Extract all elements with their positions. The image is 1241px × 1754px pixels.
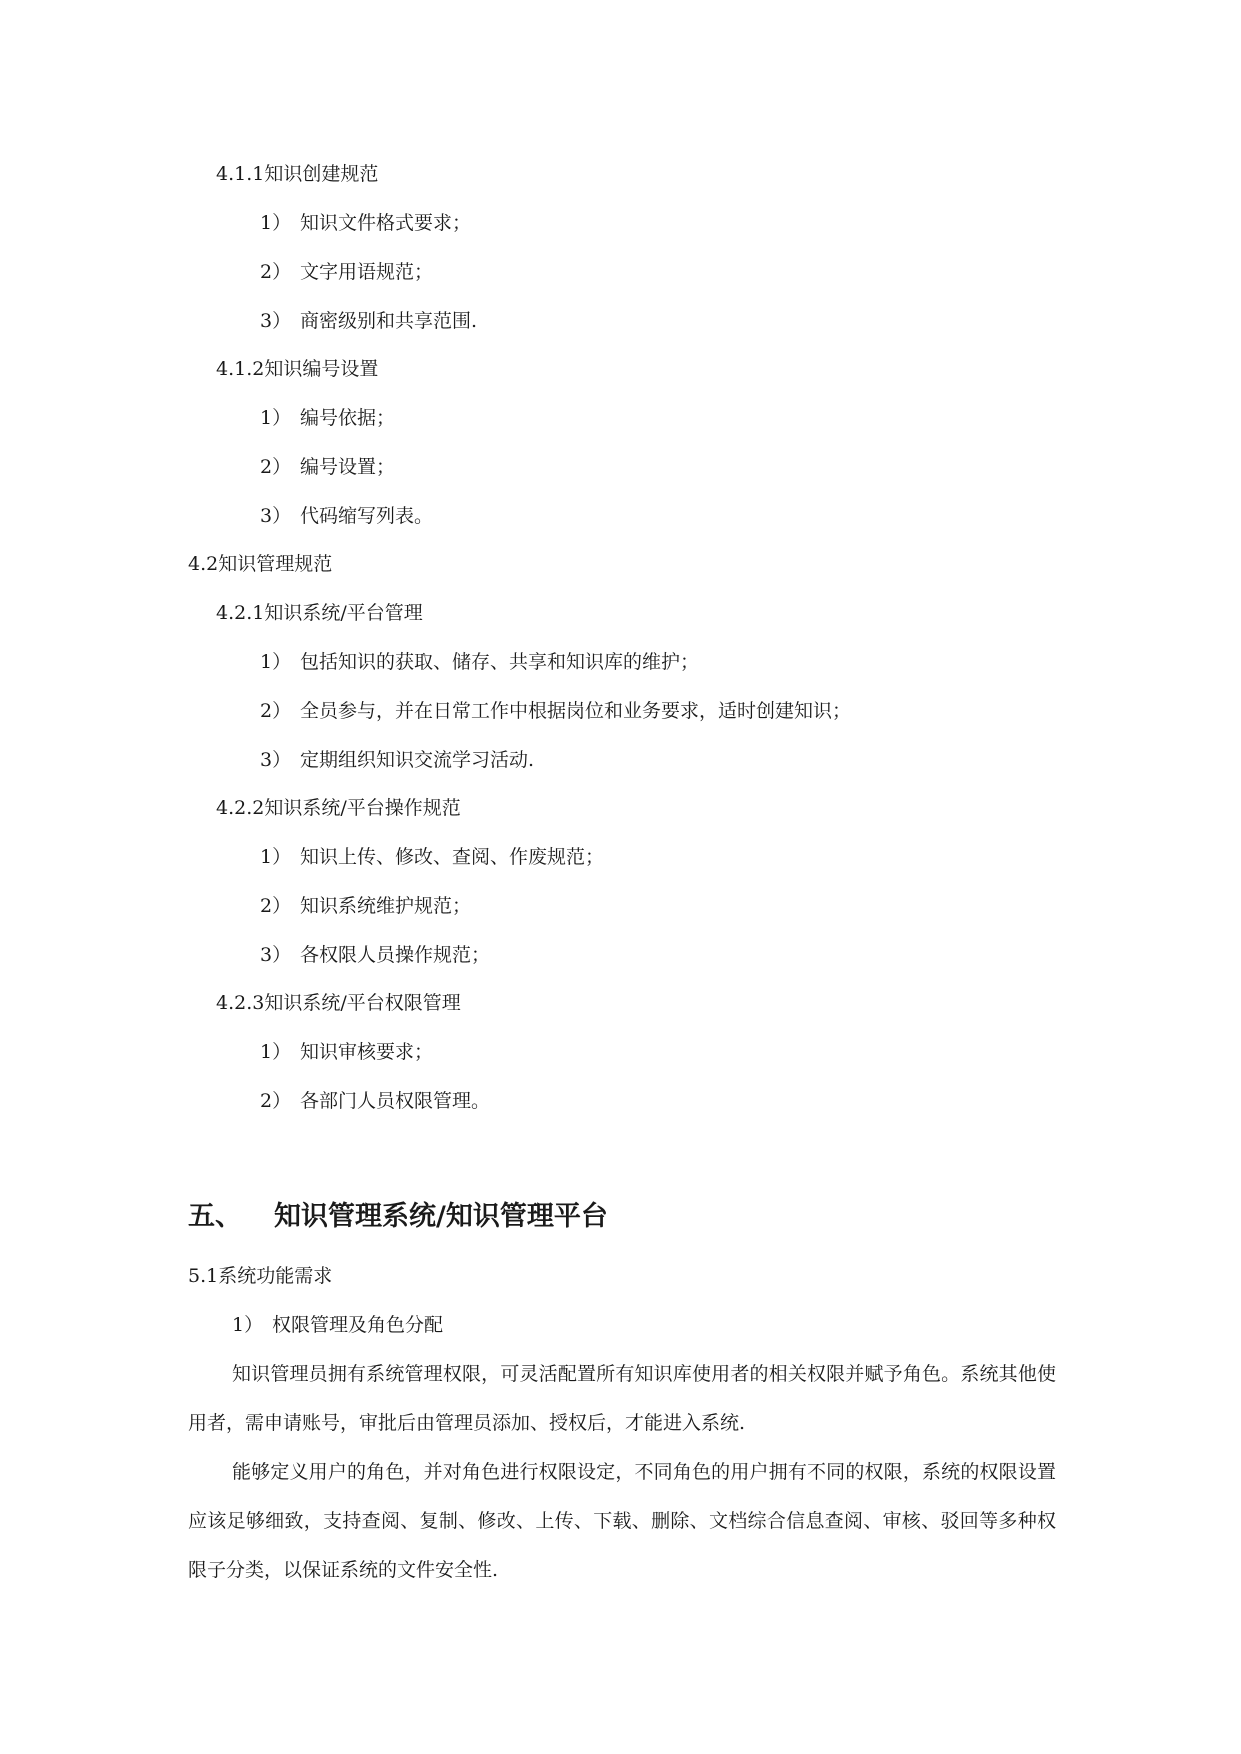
heading-4-2-1: 4.2.1知识系统/平台管理 (216, 602, 423, 624)
list-number: 3） (260, 310, 292, 332)
list-item (260, 504, 433, 528)
body-paragraph: 能够定义用户的角色，并对角色进行权限设定，不同角色的用户拥有不同的权限，系统的权限设置应该足够细致，支持查阅、复制、修改、上传、下载、删除、文档综合信息查阅、审核、驳回等多种权限子分类，以保证系统的文件安全性. (188, 1461, 1056, 1581)
list-number: 2） (260, 895, 292, 917)
list-item (232, 1313, 443, 1337)
list-item (260, 894, 471, 918)
list-text: 全员参与，并在日常工作中根据岗位和业务要求，适时创建知识； (300, 700, 852, 722)
list-text: 文字用语规范； (300, 261, 434, 283)
list-number: 3） (260, 749, 292, 771)
list-text: 权限管理及角色分配 (272, 1314, 444, 1336)
list-item (260, 211, 471, 235)
list-text: 编号依据； (300, 407, 396, 429)
list-text: 编号设置； (300, 456, 396, 478)
heading-5-1: 5.1系统功能需求 (188, 1265, 333, 1287)
list-item (260, 260, 433, 284)
list-text: 知识文件格式要求； (300, 212, 472, 234)
chapter-title: 知识管理系统/知识管理平台 (274, 1201, 608, 1232)
list-number: 2） (260, 1090, 292, 1112)
list-item (260, 455, 395, 479)
list-number: 2） (260, 456, 292, 478)
chapter-heading (188, 1200, 608, 1234)
chapter-number: 五、 (188, 1201, 242, 1232)
list-number: 1） (260, 407, 292, 429)
list-item (260, 1089, 490, 1113)
heading-4-1-1: 4.1.1知识创建规范 (216, 163, 379, 185)
list-text: 知识系统维护规范； (300, 895, 472, 917)
list-item (260, 650, 699, 674)
list-item (260, 699, 851, 723)
list-text: 商密级别和共享范围. (300, 310, 478, 332)
list-number: 2） (260, 261, 292, 283)
list-item (260, 309, 477, 333)
heading-4-2-3: 4.2.3知识系统/平台权限管理 (216, 992, 461, 1014)
heading-4-2-2: 4.2.2知识系统/平台操作规范 (216, 797, 461, 819)
list-item (260, 1040, 433, 1064)
list-number: 2） (260, 700, 292, 722)
list-text: 包括知识的获取、储存、共享和知识库的维护； (300, 651, 700, 673)
list-number: 1） (260, 651, 292, 673)
list-text: 知识审核要求； (300, 1041, 434, 1063)
list-text: 定期组织知识交流学习活动. (300, 749, 535, 771)
list-text: 代码缩写列表。 (300, 505, 434, 527)
heading-4-2: 4.2知识管理规范 (188, 553, 333, 575)
body-paragraph: 知识管理员拥有系统管理权限，可灵活配置所有知识库使用者的相关权限并赋予角色。系统其他使用者，需申请账号，审批后由管理员添加、授权后，才能进入系统. (188, 1363, 1056, 1434)
heading-4-1-2: 4.1.2知识编号设置 (216, 358, 379, 380)
list-item (260, 748, 534, 772)
list-number: 1） (232, 1314, 264, 1336)
list-number: 3） (260, 505, 292, 527)
list-number: 1） (260, 1041, 292, 1063)
list-number: 3） (260, 944, 292, 966)
list-item (260, 845, 604, 869)
list-item (260, 406, 395, 430)
list-text: 各权限人员操作规范； (300, 944, 491, 966)
list-text: 知识上传、修改、查阅、作废规范； (300, 846, 605, 868)
list-text: 各部门人员权限管理。 (300, 1090, 491, 1112)
list-item (260, 943, 490, 967)
list-number: 1） (260, 212, 292, 234)
list-number: 1） (260, 846, 292, 868)
